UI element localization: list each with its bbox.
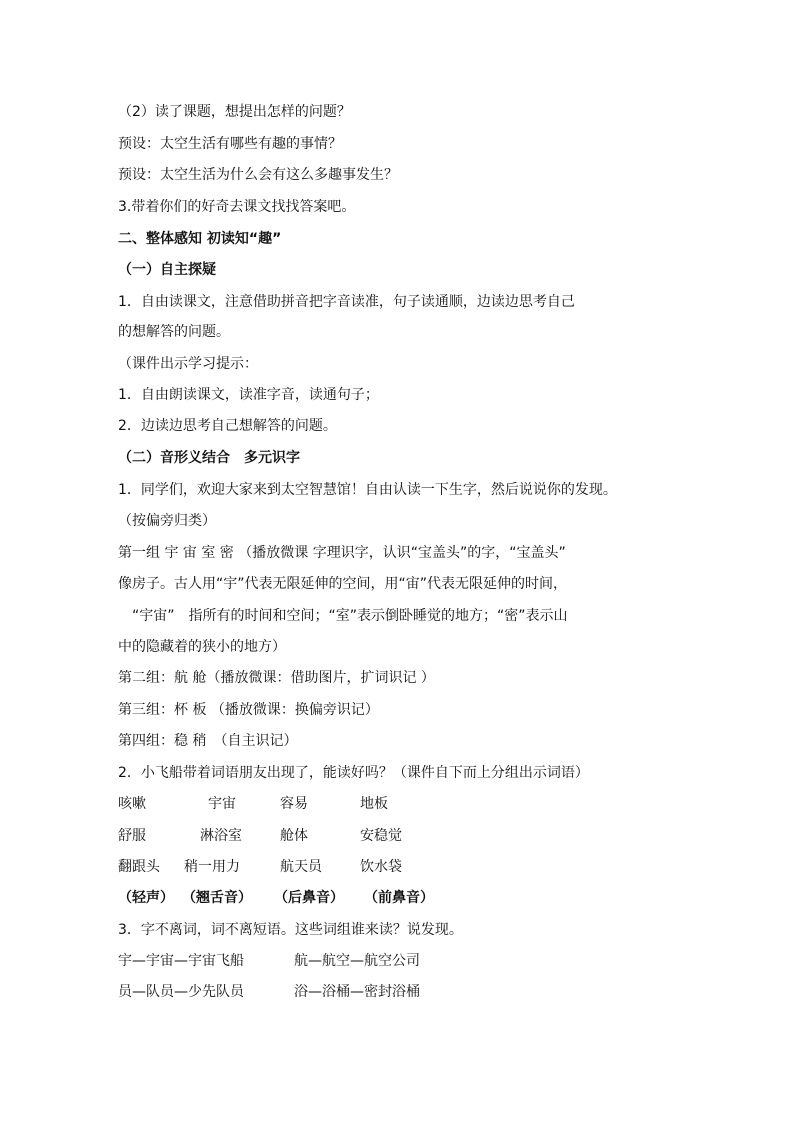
paragraph-line: “宇宙” 指所有的时间和空间；“室”表示倒卧睡觉的地方；“密”表示山	[118, 608, 568, 624]
paragraph-line: （按偏旁归类）	[118, 513, 216, 529]
phrase: 宇—宇宙—宇宙飞船	[118, 953, 244, 969]
word: 饮水袋	[360, 859, 402, 875]
category-label: （翘舌音）	[182, 890, 252, 906]
paragraph-line: 第二组：航 舱（播放微课：借助图片，扩词识记 ）	[118, 670, 435, 686]
word: 舒服	[118, 828, 146, 844]
preset-1: 预设：太空生活有哪些有趣的事情？	[118, 136, 342, 152]
question-prompt: （2）读了课题，想提出怎样的问题？	[118, 104, 351, 120]
word: 稍一用力	[184, 859, 240, 875]
word: 咳嗽	[118, 796, 146, 812]
paragraph-line: 1．自由朗读课文，读准字音，读通句子；	[118, 387, 379, 403]
subheading-1: （一）自主探疑	[118, 262, 216, 278]
word: 淋浴室	[200, 828, 242, 844]
section-heading-2: 二、整体感知 初读知“趣”	[118, 231, 282, 247]
category-label: （轻声）	[118, 890, 174, 906]
paragraph-line: 1．同学们，欢迎大家来到太空智慧馆！自由认读一下生字，然后说说你的发现。	[118, 482, 617, 498]
paragraph-line: 中的隐藏着的狭小的地方）	[118, 639, 286, 655]
paragraph-line: （课件出示学习提示：	[118, 356, 258, 372]
word: 地板	[360, 796, 388, 812]
phrase: 航—航空—航空公司	[294, 953, 420, 969]
paragraph-line: 像房子。古人用“宇”代表无限延伸的空间，用“宙”代表无限延伸的时间，	[118, 576, 568, 592]
word: 舱体	[280, 828, 308, 844]
word: 宇宙	[208, 796, 236, 812]
word: 容易	[280, 796, 308, 812]
category-label: （后鼻音）	[274, 890, 344, 906]
paragraph-line: 1．自由读课文，注意借助拼音把字音读准，句子读通顺，边读边思考自己	[118, 294, 575, 310]
subheading-2: （二）音形义结合 多元识字	[118, 450, 300, 466]
word: 航天员	[280, 859, 322, 875]
paragraph-line: 第四组：稳 稍 （自主识记）	[118, 733, 298, 749]
preset-2: 预设：太空生活为什么会有这么多趣事发生？	[118, 167, 398, 183]
paragraph-line: 2．边读边思考自己想解答的问题。	[118, 418, 337, 434]
paragraph-line: 第一组 宇 宙 室 密 （播放微课 字理识字，认识“宝盖头”的字，“宝盖头”	[118, 545, 566, 561]
paragraph-line: 3．字不离词，词不离短语。这些词组谁来读？说发现。	[118, 922, 463, 938]
paragraph-line: 的想解答的问题。	[118, 324, 230, 340]
phrase: 浴—浴桶—密封浴桶	[294, 984, 420, 1000]
word: 翻跟头	[118, 859, 160, 875]
word: 安稳觉	[360, 828, 402, 844]
step-3: 3.带着你们的好奇去课文找找答案吧。	[118, 199, 356, 215]
phrase: 员—队员—少先队员	[118, 984, 244, 1000]
paragraph-line: 2．小飞船带着词语朋友出现了，能读好吗？（课件自下而上分组出示词语）	[118, 765, 589, 781]
paragraph-line: 第三组：杯 板 （播放微课：换偏旁识记）	[118, 702, 379, 718]
category-label: （前鼻音）	[364, 890, 434, 906]
